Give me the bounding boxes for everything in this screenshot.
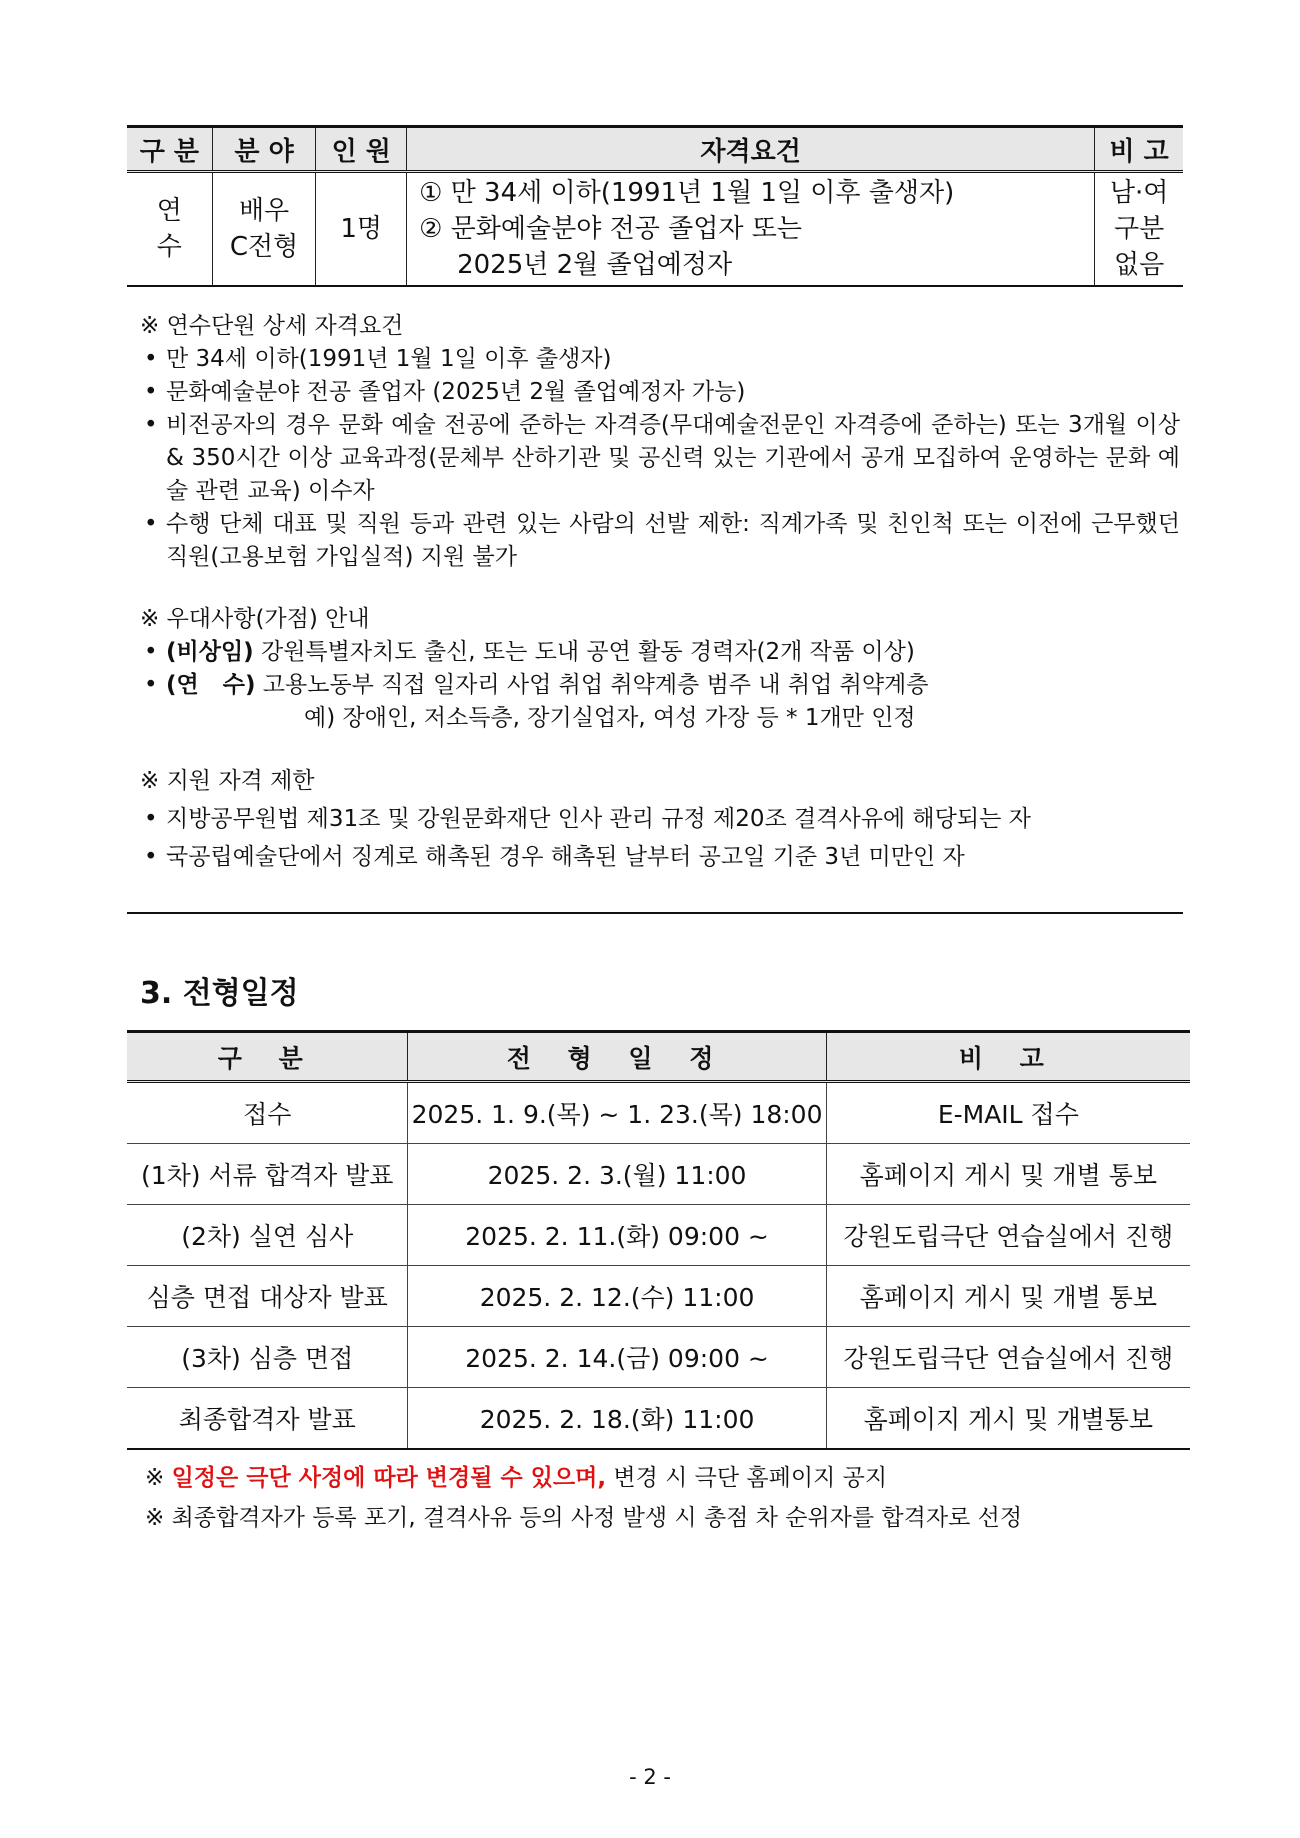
cell-date: 2025. 1. 9.(목) ~ 1. 23.(목) 18:00	[408, 1082, 826, 1144]
list-item	[140, 669, 1180, 735]
cell-field: 배우 C전형	[212, 172, 316, 287]
list-item: • 문화예술분야 전공 졸업자 (2025년 2월 졸업예정자 가능)	[140, 376, 1180, 409]
item-label: (비상임)	[166, 639, 254, 665]
cell-note: 강원도립극단 연습실에서 진행	[826, 1327, 1190, 1388]
requirement-2: ② 문화예술분야 전공 졸업자 또는	[419, 214, 802, 244]
item-subtext: 예) 장애인, 저소득층, 장기실업자, 여성 가장 등 * 1개만 인정	[304, 705, 916, 731]
detail-requirements-notes	[140, 310, 1180, 574]
header-division: 구 분	[127, 1032, 408, 1082]
cell-note: E-MAIL 접수	[826, 1082, 1190, 1144]
table-row	[127, 1082, 1190, 1144]
notes-list	[140, 800, 1180, 876]
footnote-change	[145, 1458, 1022, 1498]
section-divider	[127, 912, 1183, 914]
footnote-warning: 일정은 극단 사정에 따라 변경될 수 있으며,	[171, 1465, 607, 1491]
item-label: (연 수)	[166, 672, 256, 698]
list-item: • 국공립예술단에서 징계로 해촉된 경우 해촉된 날부터 공고일 기준 3년 미만인 자	[140, 838, 1180, 876]
table-header-row	[127, 127, 1183, 172]
restriction-notes	[140, 762, 1180, 876]
table-row	[127, 1144, 1190, 1205]
schedule-table	[127, 1030, 1190, 1450]
cell-date: 2025. 2. 12.(수) 11:00	[408, 1266, 826, 1327]
footnote-final: ※ 최종합격자가 등록 포기, 결격사유 등의 사정 발생 시 총점 차 순위자를 합격자로 선정	[145, 1505, 1023, 1531]
preference-notes	[140, 603, 1180, 735]
cell-date: 2025. 2. 18.(화) 11:00	[408, 1388, 826, 1450]
table-row	[127, 1327, 1190, 1388]
page-number: - 2 -	[629, 1765, 671, 1789]
header-field: 분 야	[212, 127, 316, 172]
cell-note: 홈페이지 게시 및 개별 통보	[826, 1266, 1190, 1327]
cell-note: 남·여 구분 없음	[1095, 172, 1183, 287]
requirement-1: ① 만 34세 이하(1991년 1월 1일 이후 출생자)	[419, 178, 955, 208]
cell-stage: (3차) 심층 면접	[127, 1327, 408, 1388]
section-title: 3. 전형일정	[140, 976, 299, 1011]
table-row	[127, 172, 1183, 287]
footnote-text: 변경 시 극단 홈페이지 공지	[606, 1465, 888, 1491]
notes-list	[140, 636, 1180, 735]
list-item	[140, 636, 1180, 669]
header-count: 인 원	[316, 127, 407, 172]
table-row	[127, 1388, 1190, 1450]
cell-note: 강원도립극단 연습실에서 진행	[826, 1205, 1190, 1266]
cell-stage: 최종합격자 발표	[127, 1388, 408, 1450]
notes-title: ※ 우대사항(가점) 안내	[140, 606, 370, 632]
header-division: 구 분	[127, 127, 212, 172]
cell-stage: (2차) 실연 심사	[127, 1205, 408, 1266]
cell-date: 2025. 2. 14.(금) 09:00 ~	[408, 1327, 826, 1388]
cell-note: 홈페이지 게시 및 개별통보	[826, 1388, 1190, 1450]
header-schedule: 전 형 일 정	[408, 1032, 826, 1082]
cell-stage: (1차) 서류 합격자 발표	[127, 1144, 408, 1205]
cell-division: 연 수	[127, 172, 212, 287]
cell-count: 1명	[316, 172, 407, 287]
cell-date: 2025. 2. 3.(월) 11:00	[408, 1144, 826, 1205]
table-header-row	[127, 1032, 1190, 1082]
header-note: 비 고	[1095, 127, 1183, 172]
notes-list	[140, 343, 1180, 574]
cell-note: 홈페이지 게시 및 개별 통보	[826, 1144, 1190, 1205]
requirement-2-cont: 2025년 2월 졸업예정자	[457, 250, 733, 280]
cell-requirements	[407, 172, 1095, 287]
list-item: • 지방공무원법 제31조 및 강원문화재단 인사 관리 규정 제20조 결격사유에 해당되는 자	[140, 800, 1180, 838]
list-item: • 수행 단체 대표 및 직원 등과 관련 있는 사람의 선발 제한: 직계가족 및 친인척 또는 이전에 근무했던 직원(고용보험 가입실적) 지원 불가	[140, 508, 1180, 574]
cell-stage: 심층 면접 대상자 발표	[127, 1266, 408, 1327]
footnote-mark: ※	[145, 1465, 172, 1491]
header-note: 비 고	[826, 1032, 1190, 1082]
list-item: • 만 34세 이하(1991년 1월 1일 이후 출생자)	[140, 343, 1180, 376]
cell-date: 2025. 2. 11.(화) 09:00 ~	[408, 1205, 826, 1266]
table-row	[127, 1266, 1190, 1327]
list-item: • 비전공자의 경우 문화 예술 전공에 준하는 자격증(무대예술전문인 자격증에 준하는) 또는 3개월 이상 & 350시간 이상 교육과정(문체부 산하기관 및 공신력 있는 기관에서 공개 모집하여 운영하는 문화 예술 관련 교육) 이수자	[140, 409, 1180, 508]
schedule-footnotes	[145, 1458, 1022, 1538]
table-row	[127, 1205, 1190, 1266]
qualification-table	[127, 125, 1183, 287]
item-text: 강원특별자치도 출신, 또는 도내 공연 활동 경력자(2개 작품 이상)	[253, 639, 915, 665]
notes-title: ※ 연수단원 상세 자격요건	[140, 313, 404, 339]
notes-title: ※ 지원 자격 제한	[140, 768, 315, 794]
header-requirements: 자격요건	[407, 127, 1095, 172]
item-text: 고용노동부 직접 일자리 사업 취업 취약계층 범주 내 취업 취약계층	[255, 672, 929, 698]
cell-stage: 접수	[127, 1082, 408, 1144]
